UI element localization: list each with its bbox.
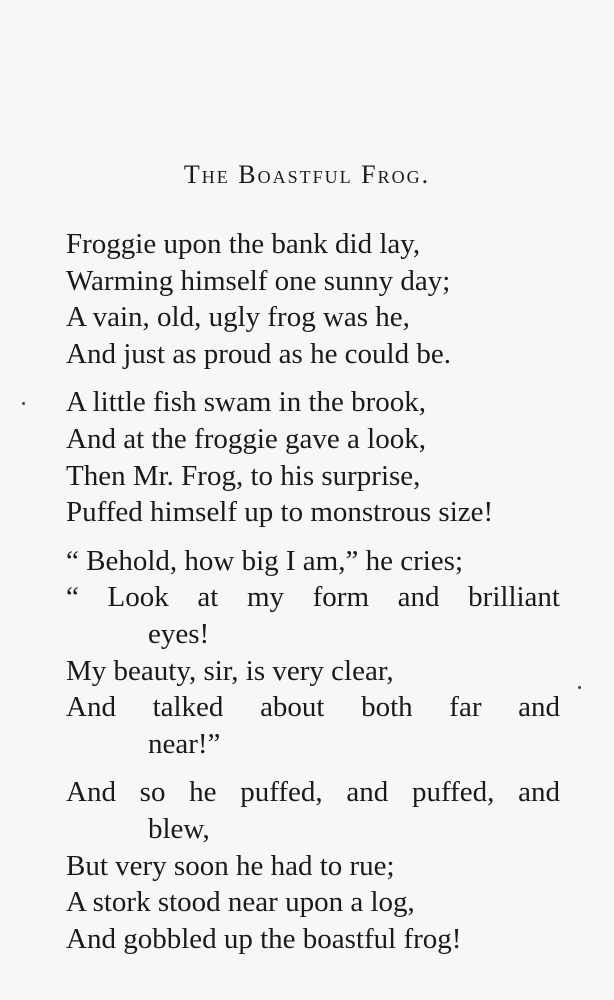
poem-line: And talked about both far and	[66, 691, 560, 724]
poem-line: But very soon he had to rue;	[66, 849, 395, 882]
poem-line: And just as proud as he could be.	[66, 337, 451, 370]
poem-line: My beauty, sir, is very clear,	[66, 654, 394, 687]
poem-line: “ Behold, how big I am,” he cries;	[66, 544, 464, 577]
poem-line: A little fish swam in the brook,	[66, 386, 427, 419]
poem-line: A stork stood near upon a log,	[66, 886, 415, 919]
poem-line: And at the froggie gave a look,	[66, 422, 426, 455]
poem-line: A vain, old, ugly frog was he,	[66, 301, 410, 334]
stanza-4	[66, 774, 566, 957]
stanza-1	[66, 226, 566, 372]
poem-line-continuation: near!”	[148, 727, 221, 760]
paper-speck	[22, 402, 25, 405]
poem-line-continuation: blew,	[148, 812, 210, 845]
stanza-3	[66, 543, 566, 763]
poem-line-continuation: eyes!	[148, 617, 210, 650]
poem-title: The Boastful Frog.	[183, 160, 431, 189]
poem-line: And so he puffed, and puffed, and	[66, 776, 560, 809]
poem-line: Puffed himself up to monstrous size!	[66, 496, 494, 529]
poem-line: “ Look at my form and brilliant	[66, 581, 560, 614]
poem-line: And gobbled up the boastful frog!	[66, 922, 462, 955]
poem-body	[66, 226, 566, 969]
poem-line: Warming himself one sunny day;	[66, 264, 451, 297]
poem-line: Then Mr. Frog, to his surprise,	[66, 459, 421, 492]
poem-line: Froggie upon the bank did lay,	[66, 228, 421, 260]
stanza-2	[66, 384, 566, 530]
paper-speck	[578, 686, 581, 689]
